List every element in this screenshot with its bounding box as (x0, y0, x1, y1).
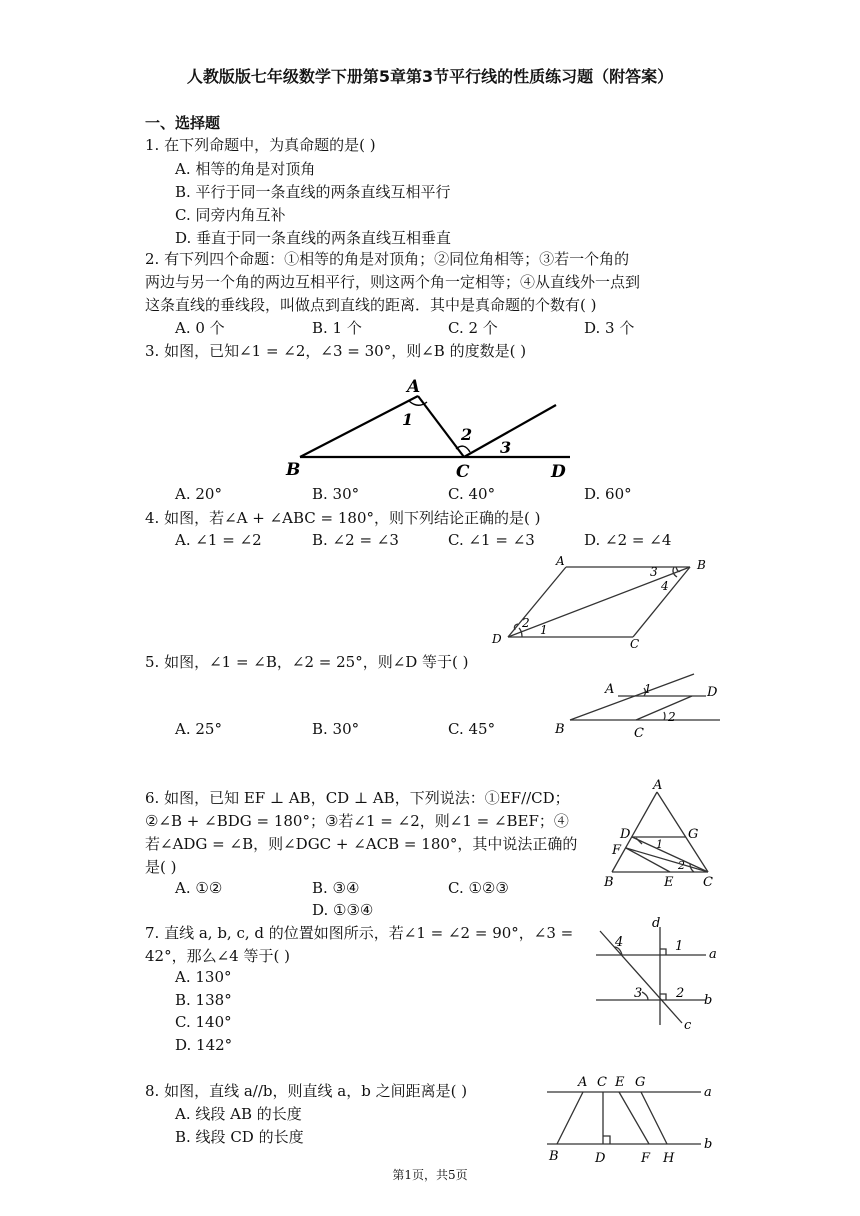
q5-label-d: D (707, 685, 718, 700)
q3-label-3: 3 (500, 438, 512, 457)
q3-label-1: 1 (402, 410, 414, 429)
q3-label-c: C (456, 462, 470, 482)
q7-label-1: 1 (675, 939, 684, 954)
q6-label-a: A (653, 778, 663, 793)
q3-option-b: B. 30° (312, 485, 360, 503)
q4-figure (488, 553, 713, 650)
q1-option-d: D. 垂直于同一条直线的两条直线互相垂直 (175, 229, 452, 247)
q6-figure (598, 778, 723, 888)
q4-label-3: 3 (650, 565, 658, 579)
q2-option-b: B. 1 个 (312, 319, 362, 337)
q2-stem-line2: 两边与另一个角的两边互相平行，则这两个角一定相等；④从直线外一点到 (145, 273, 641, 291)
q4-stem: 4. 如图，若∠A + ∠ABC = 180°，则下列结论正确的是( ) (145, 509, 541, 527)
q7-label-c: c (684, 1018, 692, 1033)
q1-stem: 1. 在下列命题中，为真命题的是( ) (145, 136, 376, 154)
q8-option-b: B. 线段 CD 的长度 (175, 1128, 304, 1146)
q6-option-c: C. ①②③ (448, 879, 509, 897)
q6-label-b: B (604, 875, 614, 890)
q6-label-c: C (703, 875, 713, 890)
q7-label-a: a (709, 947, 717, 962)
q2-option-c: C. 2 个 (448, 319, 498, 337)
q5-label-2: 2 (668, 710, 676, 724)
q2-stem-line3: 这条直线的垂线段，叫做点到直线的距离．其中是真命题的个数有( ) (145, 296, 597, 314)
q8-option-a: A. 线段 AB 的长度 (175, 1105, 302, 1123)
q4-option-d: D. ∠2 = ∠4 (584, 531, 672, 549)
q7-label-2: 2 (676, 986, 685, 1001)
q5-stem: 5. 如图，∠1 = ∠B，∠2 = 25°，则∠D 等于( ) (145, 653, 469, 671)
q3-label-d: D (551, 462, 566, 482)
q3-label-2: 2 (461, 425, 473, 444)
q1-option-b: B. 平行于同一条直线的两条直线互相平行 (175, 183, 451, 201)
q4-label-a: A (556, 554, 565, 568)
q3-option-a: A. 20° (175, 485, 222, 503)
q5-label-b: B (555, 722, 565, 737)
q6-label-e: E (664, 875, 674, 890)
q8-stem: 8. 如图，直线 a//b，则直线 a，b 之间距离是( ) (145, 1082, 468, 1100)
q5-option-a: A. 25° (175, 720, 222, 738)
q8-label-d: D (595, 1151, 606, 1166)
q3-label-a: A (407, 377, 421, 397)
q7-stem-line1: 7. 直线 a, b, c, d 的位置如图所示，若∠1 = ∠2 = 90°，∠3 = (145, 924, 574, 942)
q2-stem-line1: 2. 有下列四个命题：①相等的角是对顶角；②同位角相等；③若一个角的 (145, 250, 630, 268)
q8-figure (543, 1072, 723, 1168)
q5-label-c: C (634, 726, 644, 741)
q6-stem-line2: ②∠B + ∠BDG = 180°；③若∠1 = ∠2，则∠1 = ∠BEF；④ (145, 812, 569, 830)
q6-label-g: G (688, 827, 699, 842)
q8-label-a-line: a (704, 1085, 712, 1100)
q1-option-a: A. 相等的角是对顶角 (175, 160, 316, 178)
q6-label-2: 2 (678, 859, 685, 872)
q4-label-1: 1 (540, 623, 548, 637)
q2-option-a: A. 0 个 (175, 319, 225, 337)
q3-label-b: B (286, 460, 301, 480)
q5-label-a: A (605, 682, 615, 697)
q8-label-c: C (597, 1075, 607, 1090)
q6-stem-line1: 6. 如图，已知 EF ⊥ AB，CD ⊥ AB，下列说法：①EF//CD； (145, 789, 570, 807)
q5-option-b: B. 30° (312, 720, 360, 738)
q6-label-1: 1 (656, 838, 663, 851)
q1-option-c: C. 同旁内角互补 (175, 206, 286, 224)
section-heading: 一、选择题 (145, 114, 221, 132)
page-title: 人教版版七年级数学下册第5章第3节平行线的性质练习题（附答案） (186, 67, 674, 86)
q7-label-4: 4 (615, 935, 624, 950)
q8-label-b: B (549, 1149, 559, 1164)
q6-option-b: B. ③④ (312, 879, 360, 897)
q4-label-c: C (630, 637, 640, 651)
q7-label-3: 3 (634, 986, 643, 1001)
q4-label-d: D (492, 632, 502, 646)
q3-option-d: D. 60° (584, 485, 632, 503)
q7-label-b: b (704, 993, 713, 1008)
q7-stem-line2: 42°，那么∠4 等于( ) (145, 947, 290, 965)
q7-option-d: D. 142° (175, 1036, 233, 1054)
q7-option-a: A. 130° (175, 968, 232, 986)
q8-label-f: F (641, 1151, 651, 1166)
q6-label-f: F (612, 843, 622, 858)
q5-label-1: 1 (644, 682, 652, 696)
q4-option-a: A. ∠1 = ∠2 (175, 531, 262, 549)
q8-label-a: A (578, 1075, 588, 1090)
q4-label-4: 4 (661, 579, 669, 593)
page-footer: 第1页，共5页 (392, 1168, 468, 1182)
q5-option-c: C. 45° (448, 720, 496, 738)
q4-label-b: B (697, 558, 706, 572)
q6-label-d: D (620, 827, 631, 842)
q7-figure (590, 913, 730, 1033)
q2-option-d: D. 3 个 (584, 319, 635, 337)
q7-option-c: C. 140° (175, 1013, 232, 1031)
q4-option-c: C. ∠1 = ∠3 (448, 531, 535, 549)
q4-label-2: 2 (522, 616, 530, 630)
q3-option-c: C. 40° (448, 485, 496, 503)
q8-label-e: E (615, 1075, 625, 1090)
q8-label-g: G (635, 1075, 646, 1090)
q6-option-a: A. ①② (175, 879, 223, 897)
q4-option-b: B. ∠2 = ∠3 (312, 531, 399, 549)
q6-stem-line3: 若∠ADG = ∠B，则∠DGC + ∠ACB = 180°，其中说法正确的 (145, 835, 578, 853)
q7-label-d: d (652, 916, 661, 931)
q3-stem: 3. 如图，已知∠1 = ∠2，∠3 = 30°，则∠B 的度数是( ) (145, 342, 527, 360)
q5-figure (548, 670, 728, 742)
q6-option-d: D. ①③④ (312, 901, 374, 919)
q3-figure (280, 372, 580, 484)
q7-option-b: B. 138° (175, 991, 232, 1009)
q6-stem-line4: 是( ) (145, 858, 177, 876)
q8-label-h: H (663, 1151, 675, 1166)
q8-label-b-line: b (704, 1137, 713, 1152)
